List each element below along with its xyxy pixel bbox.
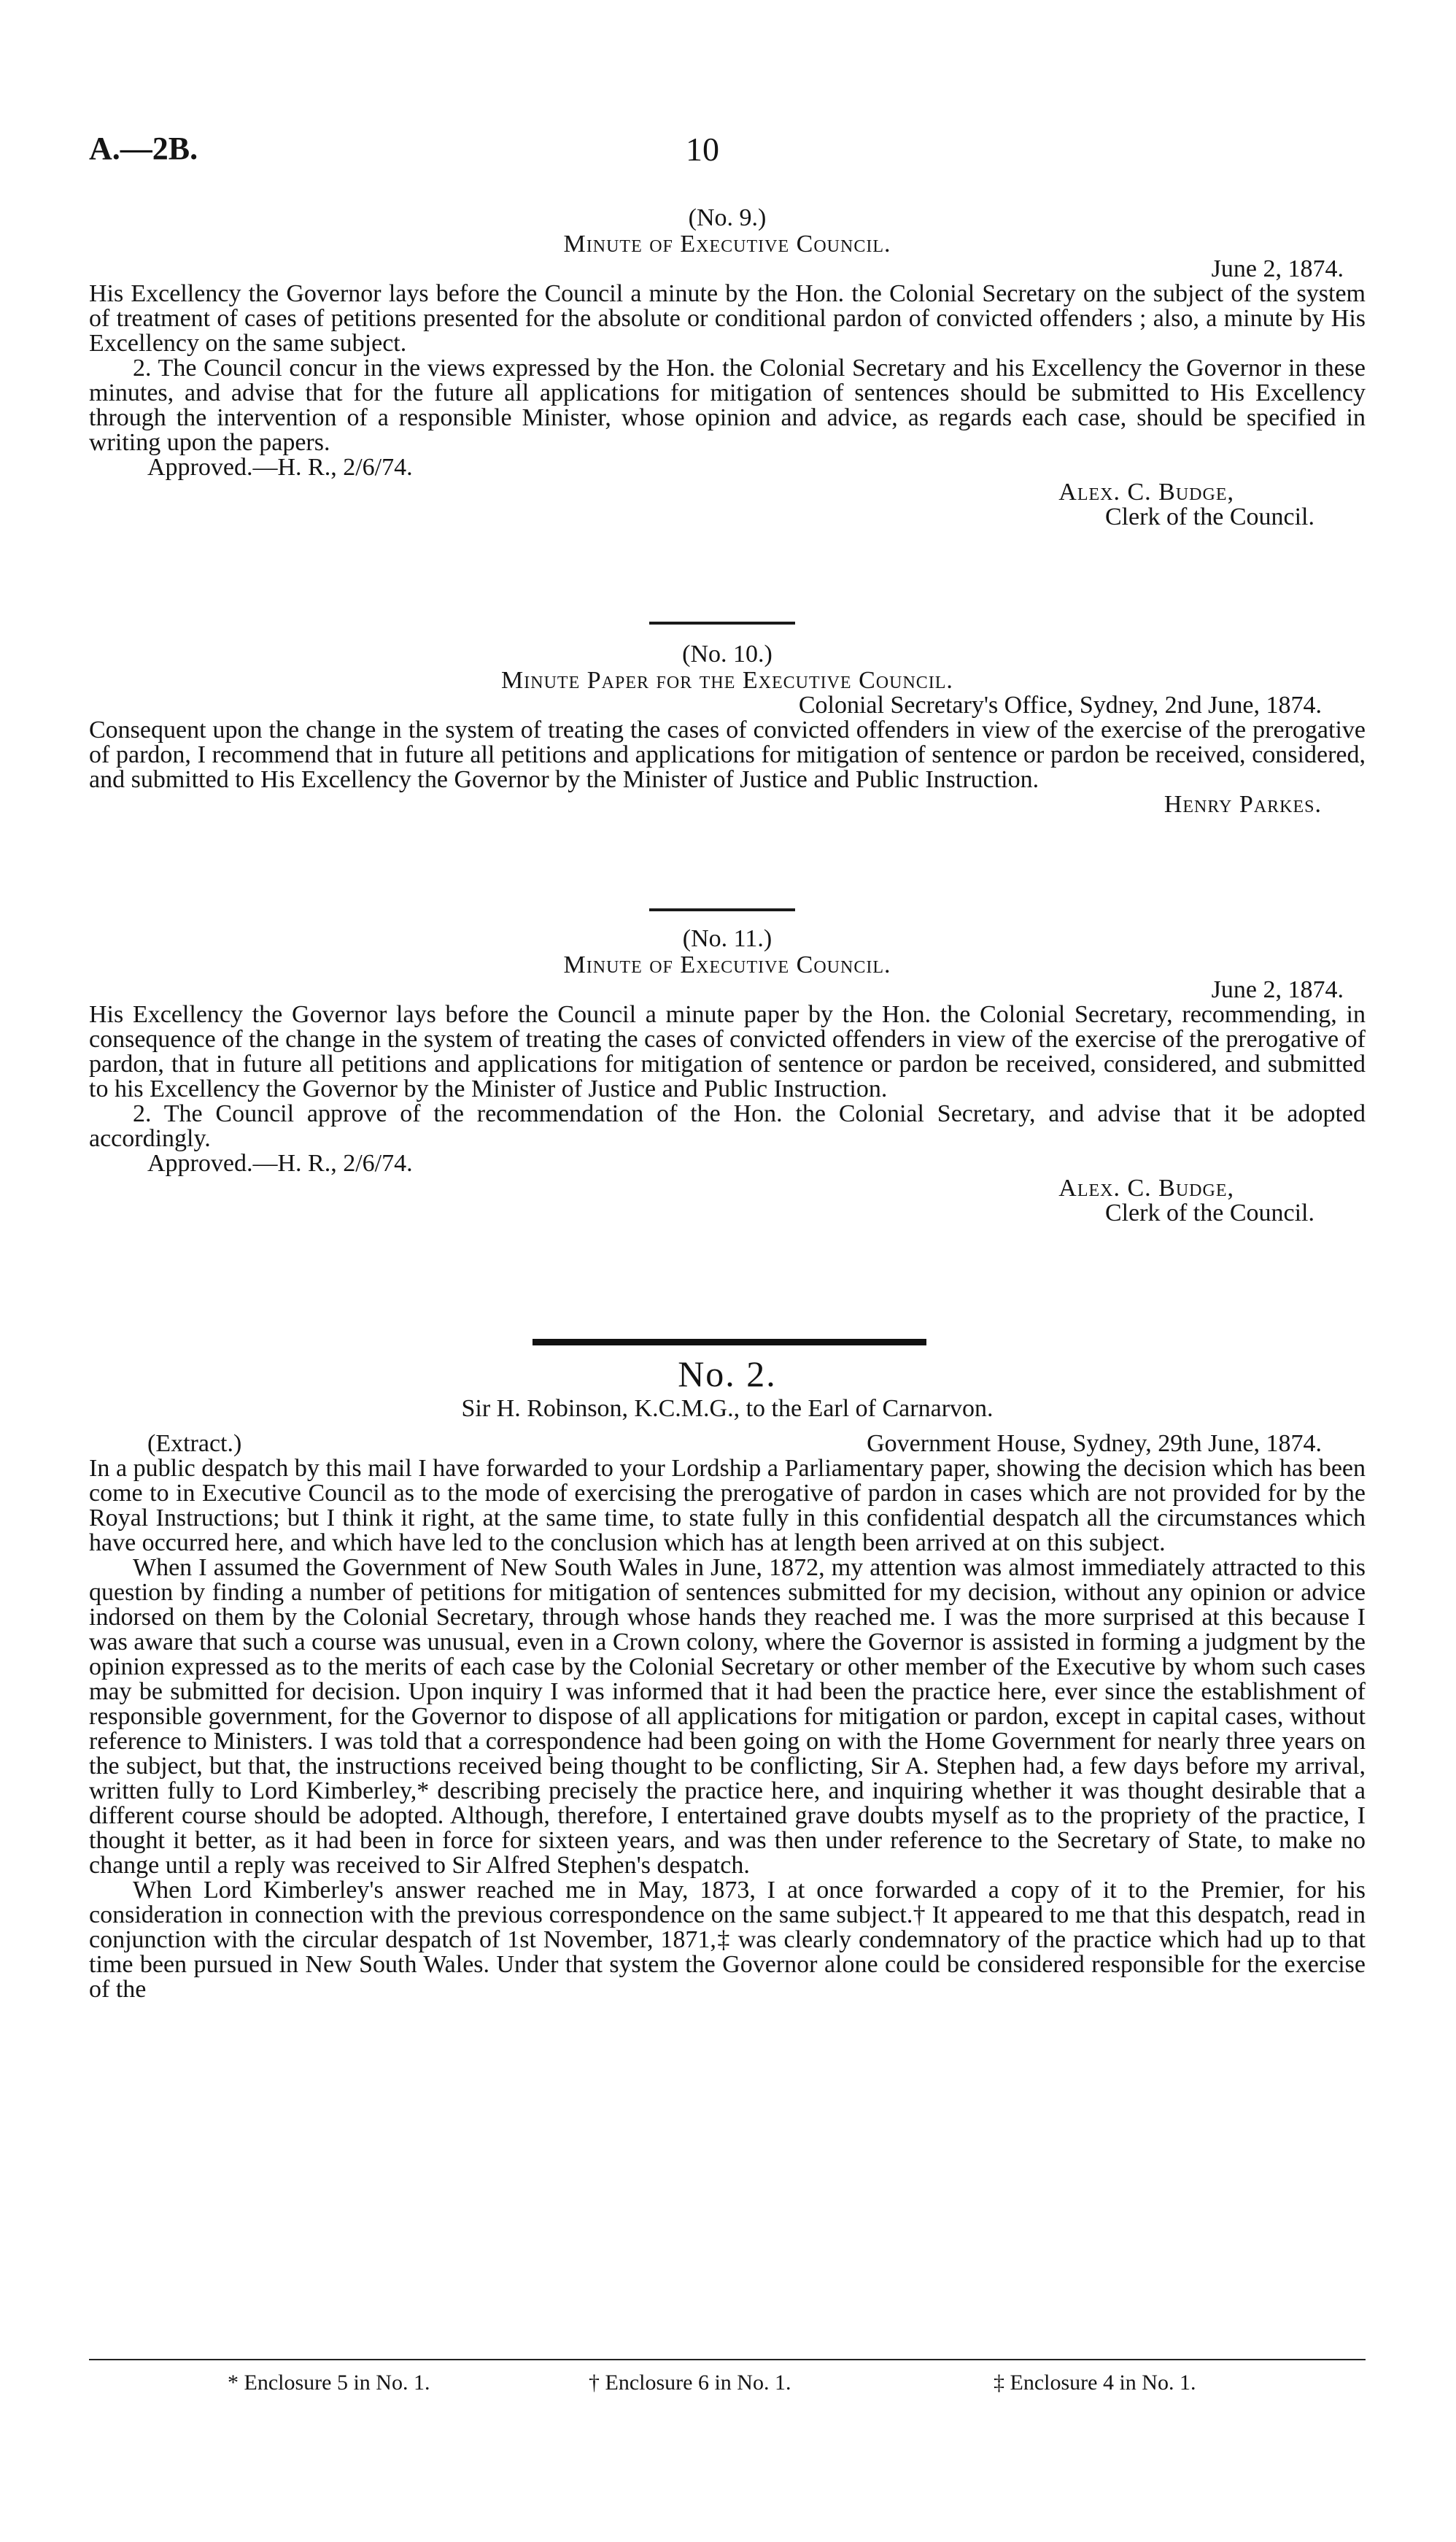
despatch-heading: Sir H. Robinson, K.C.M.G., to the Earl of Carnarvon. bbox=[461, 1395, 994, 1422]
paragraph: When Lord Kimberley's answer reached me in May, 1873, I at once forwarded a copy of it to the Premier, for his consideration in connection with the previous correspondence on the same subject.† It appeared to me that this despatch, read in conjunction with the circular despatch of 1st November, 1871,‡ was clearly condemnatory of the practice which had up to that time been pursued in New South Wales. Under that system the Governor alone could be considered responsible for the exercise of the bbox=[89, 1877, 1366, 2003]
section-heading: Minute of Executive Council. bbox=[563, 231, 891, 258]
paragraph: His Excellency the Governor lays before the Council a minute paper by the Hon. the Colonial Secretary, recommending, in consequence of the change in the system of treating the cases of convicted offenders in view of the exercise of the prerogative of pardon, that in future all petitions and applications for mitigation of sentence or pardon be received, considered, and submitted to his Excellency the Governor by the Minister of Justice and Public Instruction. bbox=[89, 1001, 1366, 1102]
major-divider bbox=[533, 1339, 926, 1345]
section-divider bbox=[649, 908, 795, 911]
paragraph: His Excellency the Governor lays before the Council a minute by the Hon. the Colonial Secretary on the subject of the system of treatment of cases of petitions presented for the absolute or conditional pardon of convicted offenders ; also, a minute by His Excellency on the same subject. bbox=[89, 280, 1366, 357]
section-no-9 bbox=[89, 206, 1366, 530]
extract-label: (Extract.) bbox=[147, 1430, 242, 1457]
section-no-11 bbox=[89, 927, 1366, 1226]
footnotes bbox=[89, 2359, 1366, 2395]
signature-name: Alex. C. Budge, bbox=[1058, 479, 1234, 506]
approval-line: Approved.—H. R., 2/6/74. bbox=[147, 1150, 413, 1177]
despatch-no-2 bbox=[89, 1353, 1366, 2003]
paper-reference: A.—2B. bbox=[89, 131, 198, 166]
footnote: * Enclosure 5 in No. 1. bbox=[228, 2371, 430, 2395]
page-number: 10 bbox=[686, 131, 719, 168]
section-date: June 2, 1874. bbox=[1211, 255, 1344, 282]
section-divider bbox=[649, 622, 795, 625]
paragraph: 2. The Council concur in the views expressed by the Hon. the Colonial Secretary and his Excellency the Governor in these minutes, and advise that for the future all applications for mitigation of sentences should be submitted to His Excellency through the intervention of a responsible Minister, whose opinion and advice, as regards each case, should be specified in writing upon the papers. bbox=[89, 355, 1366, 456]
footnote: ‡ Enclosure 4 in No. 1. bbox=[994, 2371, 1196, 2395]
section-dateline: Colonial Secretary's Office, Sydney, 2nd June, 1874. bbox=[798, 692, 1322, 719]
approval-line: Approved.—H. R., 2/6/74. bbox=[147, 454, 413, 481]
signature-name: Henry Parkes. bbox=[1163, 791, 1322, 818]
section-number: (No. 9.) bbox=[688, 204, 767, 231]
paragraph: In a public despatch by this mail I have forwarded to your Lordship a Parliamentary paper, showing the decision which has been come to in Executive Council as to the mode of exercising the prerogative of pardon in cases which are not provided for by the Royal Instructions; but I think it right, at the same time, to state fully in this confidential despatch all the circumstances which have occurred here, and which have led to the conclusion which has at length been arrived at on this subject. bbox=[89, 1455, 1366, 1556]
signature-title: Clerk of the Council. bbox=[1104, 1199, 1314, 1226]
section-number: (No. 10.) bbox=[682, 641, 772, 668]
section-date: June 2, 1874. bbox=[1211, 976, 1344, 1003]
despatch-number: No. 2. bbox=[678, 1353, 777, 1394]
section-heading: Minute Paper for the Executive Council. bbox=[501, 667, 953, 694]
signature-title: Clerk of the Council. bbox=[1104, 503, 1314, 530]
paragraph: When I assumed the Government of New South Wales in June, 1872, my attention was almost immediately attracted to this question by finding a number of petitions for mitigation of sentences submitted for my decision, without any opinion or advice indorsed on them by the Colonial Secretary, through whose hands they reached me. I was the more surprised at this because I was aware that such a course was unusual, even in a Crown colony, where the Governor is assisted in forming a judgment by the opinion expressed as to the merits of each case by the Colonial Secretary or other member of the Executive by whom such cases may be submitted for decision. Upon inquiry I was informed that it had been the practice here, ever since the establishment of responsible government, for the Governor to dispose of all applications for mitigation or pardon, except in capital cases, without reference to Ministers. I was told that a correspondence had been going on with the Home Government for nearly three years on the subject, but that, the instructions received being thought to be conflicting, Sir A. Stephen had, a few days before my arrival, written fully to Lord Kimberley,* describing precisely the practice here, and inquiring whether it was thought desirable that a different course should be adopted. Although, therefore, I entertained grave doubts myself as to the propriety of the practice, I thought it better, as it had been in force for sixteen years, and was then under reference to the Secretary of State, to make no change until a reply was received to Sir Alfred Stephen's despatch. bbox=[89, 1554, 1366, 1879]
signature-name: Alex. C. Budge, bbox=[1058, 1175, 1234, 1202]
paragraph: 2. The Council approve of the recommendation of the Hon. the Colonial Secretary, and advise that it be adopted accordingly. bbox=[89, 1100, 1366, 1152]
footnote: † Enclosure 6 in No. 1. bbox=[589, 2371, 791, 2395]
section-heading: Minute of Executive Council. bbox=[563, 951, 891, 978]
paragraph: Consequent upon the change in the system of treating the cases of convicted offenders in view of the exercise of the prerogative of pardon, I recommend that in future all petitions and applications for mitigation of sentence or pardon be received, considered, and submitted to His Excellency the Governor by the Minister of Justice and Public Instruction. bbox=[89, 716, 1366, 793]
despatch-dateline: Government House, Sydney, 29th June, 1874. bbox=[867, 1430, 1322, 1457]
section-no-10 bbox=[89, 642, 1366, 817]
section-number: (No. 11.) bbox=[682, 925, 772, 952]
despatch-meta bbox=[89, 1432, 1366, 1456]
